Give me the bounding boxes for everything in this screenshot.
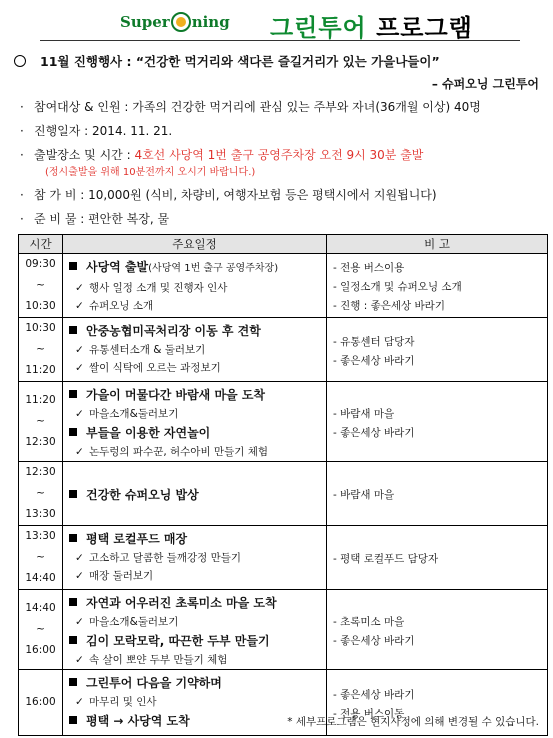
schedule-cell [63,254,327,318]
logo-text-left: Super [120,13,170,31]
footer-note: * 세부프로그램은 현지사정에 의해 변경될 수 있습니다. [287,716,539,728]
square-bullet-icon [69,490,77,498]
info-text: 준 비 물 : 편안한 복장, 물 [34,212,170,226]
schedule-item [69,423,326,443]
check-item [69,693,326,711]
check-text: 속 살이 뽀얀 두부 만들기 체험 [89,654,228,666]
check-icon: ✓ [75,446,84,458]
note: (정시출발을 위해 10분전까지 오시기 바랍니다.) [45,167,256,178]
circle-icon [14,55,26,67]
time-text: 13:30 [25,530,56,542]
item-title: 안중농협미곡처리장 이동 후 견학 [86,324,261,338]
check-item [69,651,326,669]
item-title: 가을이 머물다간 바람새 마을 도착 [86,388,266,402]
schedule-cell [63,526,327,590]
logo [120,12,230,32]
table-row [19,382,548,462]
header-schedule: 주요일정 [63,235,327,254]
check-icon: ✓ [75,696,84,708]
schedule-cell [63,462,327,526]
square-bullet-icon [69,534,77,542]
time-text: ~ [36,623,45,635]
schedule-item [69,593,326,613]
schedule-item [69,631,326,651]
header-remarks: 비 고 [327,235,548,254]
check-text: 매장 둘러보기 [89,570,154,582]
square-bullet-icon [69,390,77,398]
square-bullet-icon [69,636,77,644]
check-icon: ✓ [75,570,84,582]
time-text: 11:20 [25,394,56,406]
bullet-icon: · [20,124,24,138]
check-icon: ✓ [75,552,84,564]
time-text: ~ [36,551,45,563]
header [0,6,553,42]
time-text: ~ [36,415,45,427]
info-item [20,146,423,163]
square-bullet-icon [69,428,77,436]
time-cell [19,382,63,462]
check-item [69,359,326,377]
remark-text: - 좋은세상 바라기 [333,354,415,367]
remark-text: - 전용 버스이용 [333,262,405,274]
info-label: 출발장소 및 시간 : [34,148,135,162]
time-text: 14:40 [25,572,56,584]
time-text: 14:40 [25,602,56,614]
bullet-icon: · [20,212,24,226]
table-row [19,318,548,382]
time-text: 16:00 [25,696,56,708]
time-cell [19,462,63,526]
remark-text: - 좋은세상 바라기 [333,426,415,439]
table-row [19,254,548,318]
remark-text: - 전용 버스이동 [333,707,405,720]
check-item [69,279,326,297]
check-icon: ✓ [75,616,84,628]
check-icon: ✓ [75,282,84,294]
remark-text: - 진행 : 좋은세상 바라기 [333,300,445,312]
square-bullet-icon [69,326,77,334]
table-row [19,462,548,526]
check-item [69,341,326,359]
info-value-red: 4호선 사당역 1번 출구 공영주차장 오전 9시 30분 출발 [134,148,424,162]
check-item [69,567,326,585]
time-text: 09:30 [25,258,56,270]
info-text: 진행일자 : 2014. 11. 21. [34,124,173,138]
schedule-cell [63,318,327,382]
remarks-cell [327,382,548,462]
remark-text: - 좋은세상 바라기 [333,688,415,701]
check-text: 슈퍼오닝 소개 [89,300,154,312]
schedule-cell [63,382,327,462]
time-text: ~ [36,279,45,291]
time-cell [19,318,63,382]
square-bullet-icon [69,262,77,270]
check-text: 쌀이 식탁에 오르는 과정보기 [89,362,221,374]
square-bullet-icon [69,716,77,724]
event-line [14,52,440,70]
bullet-icon: · [20,100,24,114]
item-title: 김이 모락모락, 따끈한 두부 만들기 [86,634,270,648]
item-title: 평택 → 사당역 도착 [86,714,190,728]
schedule-item [69,385,326,405]
check-text: 마을소개&둘러보기 [89,408,179,420]
remark-text: - 좋은세상 바라기 [333,634,415,647]
item-title: 평택 로컬푸드 매장 [86,532,188,546]
time-cell [19,590,63,670]
check-icon: ✓ [75,362,84,374]
check-item [69,443,326,461]
remark-text: - 초록미소 마을 [333,615,405,628]
time-text: 12:30 [25,466,56,478]
time-text: 10:30 [25,300,56,312]
remark-text: - 일정소개 및 슈퍼오닝 소개 [333,281,462,293]
check-icon: ✓ [75,300,84,312]
check-text: 마을소개&둘러보기 [89,616,179,628]
check-text: 행사 일정 소개 및 진행자 인사 [89,282,228,294]
logo-sprout-icon [171,12,191,32]
title-green: 그린투어 [270,14,367,42]
time-text: ~ [36,487,45,499]
check-icon: ✓ [75,408,84,420]
schedule-item [69,485,326,505]
remark-text: - 바람새 마을 [333,407,395,420]
page-title [270,8,473,43]
check-text: 논두렁의 파수꾼, 허수아비 만들기 체험 [89,446,268,458]
remarks-cell [327,526,548,590]
schedule-item [69,321,326,341]
remark-text: - 유통센터 담당자 [333,335,415,348]
time-text: 16:00 [25,644,56,656]
square-bullet-icon [69,598,77,606]
schedule-item [69,257,326,279]
info-text: 참 가 비 : 10,000원 (식비, 차량비, 여행자보험 등은 평택시에서 지원됩니다) [34,188,437,202]
item-title: 자연과 어우러진 초록미소 마을 도착 [86,596,277,610]
info-item [20,98,481,115]
check-icon: ✓ [75,344,84,356]
check-text: 마무리 및 인사 [89,696,157,708]
check-item [69,549,326,567]
square-bullet-icon [69,678,77,686]
remarks-cell [327,462,548,526]
remark-text: - 바람새 마을 [333,489,395,501]
table-row [19,590,548,670]
event-text: 11월 진행행사 : “건강한 먹거리와 색다른 즐길거리가 있는 가을나들이” [40,54,440,69]
table-row [19,526,548,590]
check-item [69,297,326,315]
check-item [69,405,326,423]
time-cell [19,254,63,318]
schedule-item [69,529,326,549]
remarks-cell [327,254,548,318]
item-title: 그린투어 다음을 기약하며 [86,676,222,690]
signature: – 슈퍼오닝 그린투어 [431,77,539,91]
time-cell [19,526,63,590]
remarks-cell [327,318,548,382]
check-icon: ✓ [75,654,84,666]
check-text: 고소하고 달콤한 들깨강정 만들기 [89,552,242,564]
info-text: 참여대상 & 인원 : 가족의 건강한 먹거리에 관심 있는 주부와 자녀(36개월 이상) 40명 [34,100,481,114]
table-header-row [19,235,548,254]
schedule-cell [63,590,327,670]
item-title: 사당역 출발 [86,260,149,274]
title-black: 프로그램 [376,14,473,42]
item-subtitle: (사당역 1번 출구 공영주차장) [148,263,279,274]
time-text: ~ [36,343,45,355]
remark-text: - 평택 로컬푸드 담당자 [333,553,439,565]
item-title: 건강한 슈퍼오닝 밥상 [86,488,199,502]
remarks-cell [327,590,548,670]
check-item [69,613,326,631]
time-cell [19,670,63,736]
item-title: 부들을 이용한 자연놀이 [86,426,211,440]
info-item [20,210,169,227]
time-text: 11:20 [25,364,56,376]
schedule-item [69,673,326,693]
bullet-icon: · [20,148,24,162]
logo-text-right: ning [191,13,230,31]
bullet-icon: · [20,188,24,202]
time-text: 10:30 [25,322,56,334]
divider [40,40,520,41]
time-text: 13:30 [25,508,56,520]
check-text: 유통센터소개 & 둘러보기 [89,344,206,356]
header-time: 시간 [19,235,63,254]
schedule-table [18,234,548,736]
info-item [20,186,437,203]
info-item [20,122,172,139]
time-text: 12:30 [25,436,56,448]
